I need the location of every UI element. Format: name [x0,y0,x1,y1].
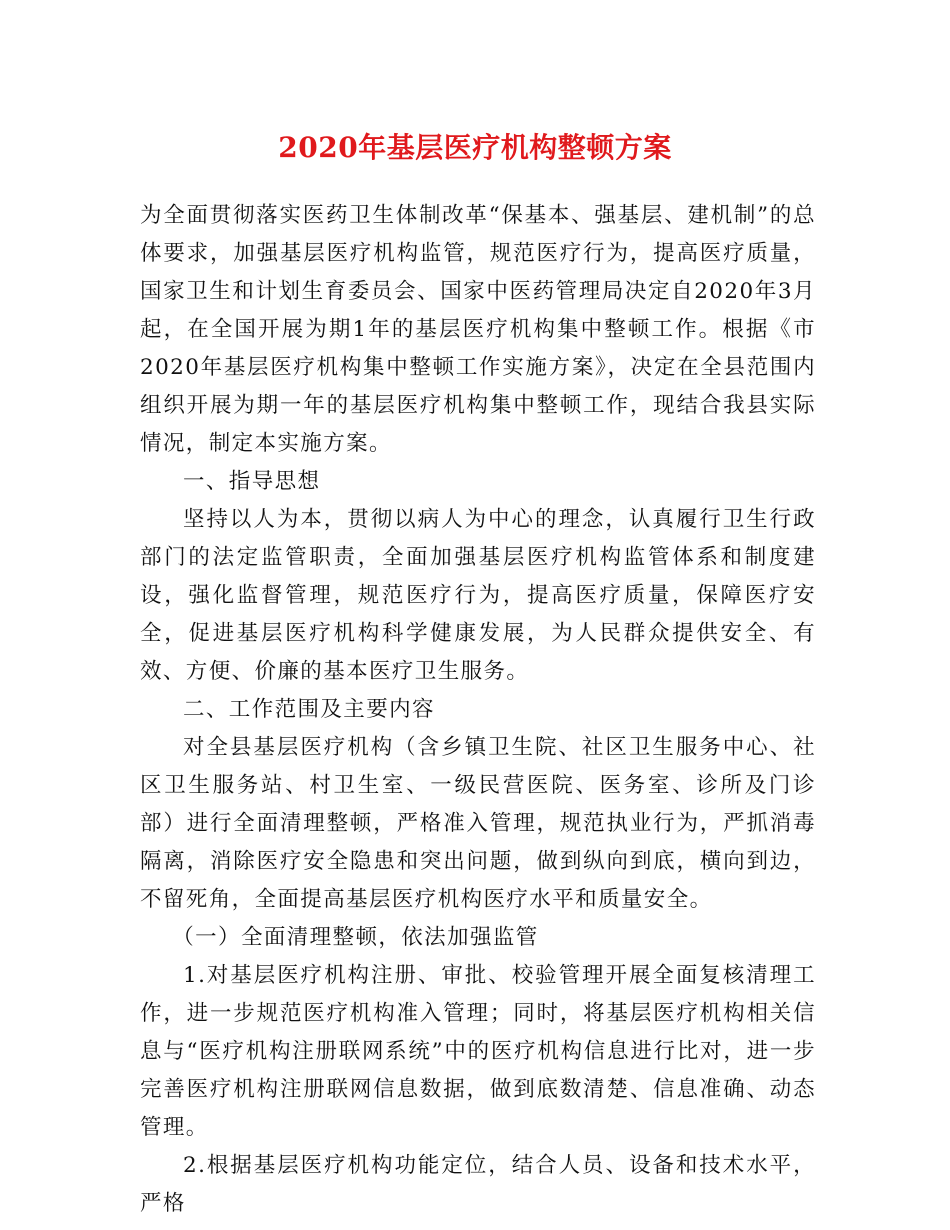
document-title: 2020年基层医疗机构整顿方案 [278,131,672,164]
subsection-heading-cleanup: （一）全面清理整顿，依法加强监管 [172,925,539,950]
section-heading-guiding-ideology: 一、指导思想 [183,469,321,494]
section-heading-work-scope: 二、工作范围及主要内容 [183,697,435,722]
guiding-ideology-paragraph: 坚持以人为本，贯彻以病人为中心的理念，认真履行卫生行政部门的法定监管职责，全面加强基层医疗机构监管体系和制度建设，强化监督管理，规范医疗行为，提高医疗质量，保障医疗安全，促进基层医疗机构科学健康发展，为人民群众提供安全、有效、方便、价廉的基本医疗卫生服务。 [140,507,816,684]
item-1-paragraph: 1.对基层医疗机构注册、审批、校验管理开展全面复核清理工作，进一步规范医疗机构准入管理；同时，将基层医疗机构相关信息与“医疗机构注册联网系统”中的医疗机构信息进行比对，进一步完善医疗机构注册联网信息数据，做到底数清楚、信息准确、动态管理。 [140,963,816,1140]
work-scope-paragraph: 对全县基层医疗机构（含乡镇卫生院、社区卫生服务中心、社区卫生服务站、村卫生室、一级民营医院、医务室、诊所及门诊部）进行全面清理整顿，严格准入管理，规范执业行为，严抓消毒隔离，消除医疗安全隐患和突出问题，做到纵向到底，横向到边，不留死角，全面提高基层医疗机构医疗水平和质量安全。 [140,735,816,912]
item-2-paragraph: 2.根据基层医疗机构功能定位，结合人员、设备和技术水平，严格 [140,1153,816,1216]
document-body [140,197,816,1223]
intro-paragraph: 为全面贯彻落实医药卫生体制改革“保基本、强基层、建机制”的总体要求，加强基层医疗机构监管，规范医疗行为，提高医疗质量，国家卫生和计划生育委员会、国家中医药管理局决定自2020年3月起，在全国开展为期1年的基层医疗机构集中整顿工作。根据《市2020年基层医疗机构集中整顿工作实施方案》，决定在全县范围内组织开展为期一年的基层医疗机构集中整顿工作，现结合我县实际情况，制定本实施方案。 [140,203,816,456]
